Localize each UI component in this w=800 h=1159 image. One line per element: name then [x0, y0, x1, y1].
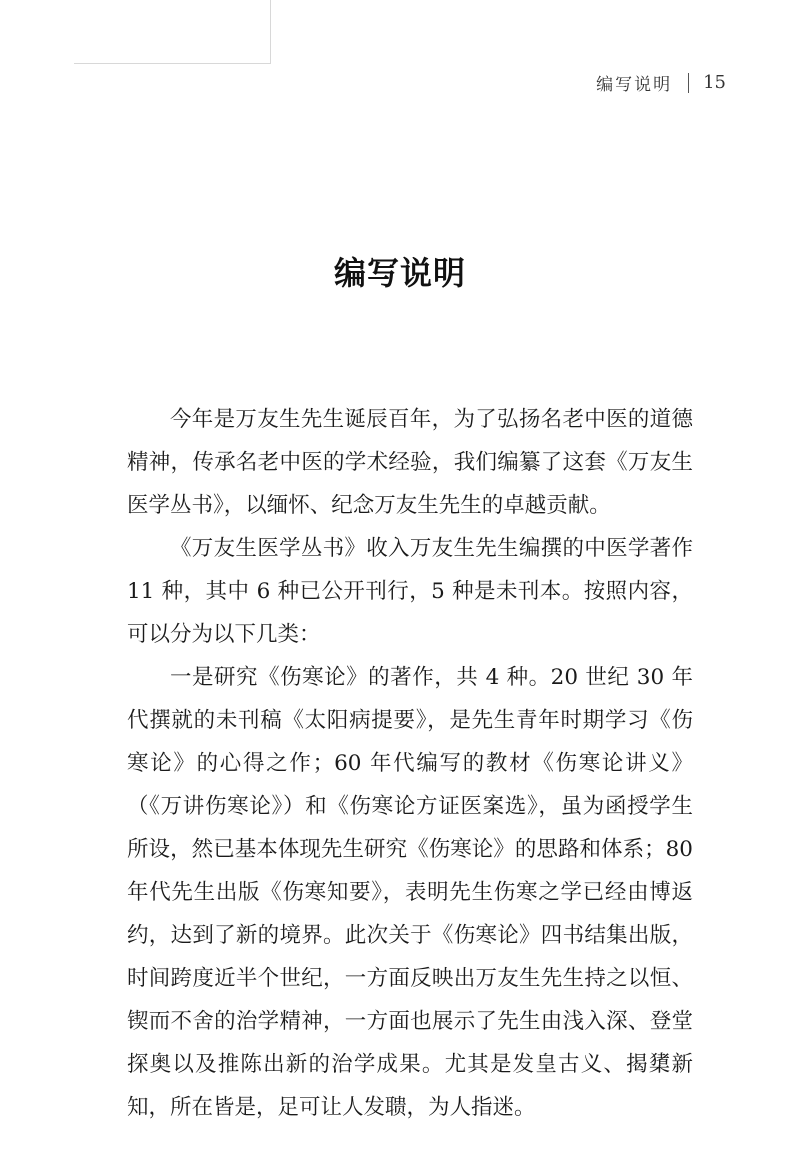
running-header-title: 编写说明 [596, 75, 673, 95]
paragraph-intro: 今年是万友生先生诞辰百年，为了弘扬名老中医的道德精神，传承名老中医的学术经验，我们编纂了这套《万友生医学丛书》，以缅怀、纪念万友生先生的卓越贡献。 [127, 407, 693, 518]
crop-mark-horizontal [74, 63, 271, 64]
body-text [127, 398, 693, 1129]
paragraph-contents: 《万友生医学丛书》收入万友生先生编撰的中医学著作 11 种，其中 6 种已公开刊行，5 种是未刊本。按照内容，可以分为以下几类： [127, 536, 693, 647]
running-header [596, 70, 726, 95]
page-title: 编写说明 [333, 254, 466, 292]
paragraph-shanghan: 一是研究《伤寒论》的著作，共 4 种。20 世纪 30 年代撰就的未刊稿《太阳病提要》，是先生青年时期学习《伤寒论》的心得之作；60 年代编写的教材《伤寒论讲义》（《万讲伤寒论》）和《伤寒论方证医案选》，虽为函授学生所设，然已基本体现先生研究《伤寒论》的思路和体系；80 年代先生出版《伤寒知要》，表明先生伤寒之学已经由博返约，达到了新的境界。此次关于《伤寒论》四书结集出版，时间跨度近半个世纪，一方面反映出万友生先生持之以恒、锲而不舍的治学精神，一方面也展示了先生由浅入深、登堂探奥以及推陈出新的治学成果。尤其是发皇古义、揭橥新知，所在皆是，足可让人发聩，为人指迷。 [127, 665, 693, 1120]
crop-mark-vertical [270, 0, 271, 63]
page-number: 15 [703, 72, 726, 93]
header-separator [688, 73, 689, 93]
